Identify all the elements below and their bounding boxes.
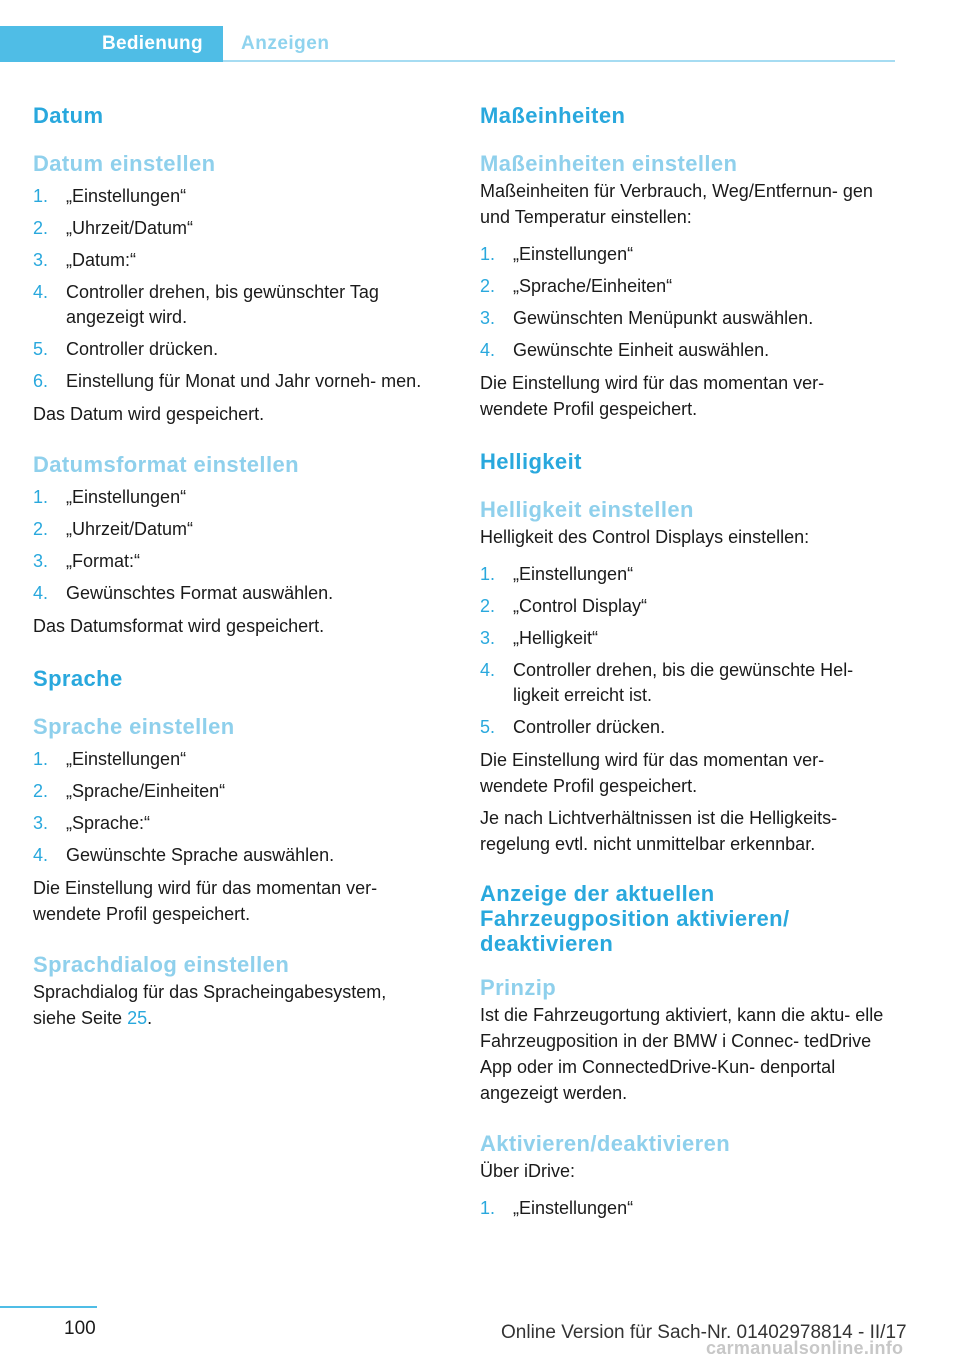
section-title-fahrzeugposition: Anzeige der aktuellen Fahrzeugposition aktivieren/ deaktivieren xyxy=(480,881,790,956)
list-item: 5. Controller drücken. xyxy=(33,339,219,359)
list-item: 1. „Einstellungen“ xyxy=(33,487,187,507)
text-prinzip: Ist die Fahrzeugortung aktiviert, kann die aktu‐ elle Fahrzeugposition in der BMW i Connec‐ tedDrive App oder im ConnectedDrive-Kun‐ denportal angezeigt werden. xyxy=(480,1005,884,1103)
section-title-sprache: Sprache xyxy=(33,666,123,691)
subsection-title-prinzip: Prinzip xyxy=(480,975,557,1000)
steps-helligkeit xyxy=(480,562,896,740)
page-link[interactable]: 25 xyxy=(127,1008,148,1028)
list-item: 1. „Einstellungen“ xyxy=(480,564,634,584)
note-masseinheiten: Die Einstellung wird für das momentan ver‐ wendete Profil gespeichert. xyxy=(480,373,825,419)
intro-masseinheiten: Maßeinheiten für Verbrauch, Weg/Entfernun‐ gen und Temperatur einstellen: xyxy=(480,181,873,227)
subsection-title-datumsformat: Datumsformat einstellen xyxy=(33,452,299,477)
subsection-title-aktivieren: Aktivieren/deaktivieren xyxy=(480,1131,731,1156)
list-item: 1. „Einstellungen“ xyxy=(33,749,187,769)
list-item: 1. „Einstellungen“ xyxy=(480,244,634,264)
list-item: 3. „Format:“ xyxy=(33,551,140,571)
list-item: 3. „Sprache:“ xyxy=(33,813,151,833)
steps-aktivieren xyxy=(480,1196,896,1221)
intro-helligkeit: Helligkeit des Control Displays einstellen: xyxy=(480,527,810,547)
list-item: 3. Gewünschten Menüpunkt auswählen. xyxy=(480,308,814,328)
steps-datumsformat xyxy=(33,485,433,606)
list-item: 4. Controller drehen, bis gewünschter Tag angezeigt wird. xyxy=(33,282,379,327)
subsection-title-datum-einstellen: Datum einstellen xyxy=(33,151,216,176)
list-item: 2. „Uhrzeit/Datum“ xyxy=(33,218,194,238)
steps-masseinheiten xyxy=(480,242,896,363)
list-item: 1. „Einstellungen“ xyxy=(33,186,187,206)
tab-anzeigen[interactable]: Anzeigen xyxy=(241,33,330,54)
list-item: 2. „Uhrzeit/Datum“ xyxy=(33,519,194,539)
subsection-title-helligkeit: Helligkeit einstellen xyxy=(480,497,694,522)
list-item: 3. „Datum:“ xyxy=(33,250,137,270)
list-item: 1. „Einstellungen“ xyxy=(480,1198,634,1218)
text-sprachdialog: Sprachdialog für das Spracheingabesystem, siehe Seite 25. xyxy=(33,982,387,1028)
online-version-text: Online Version für Sach-Nr. 01402978814 - II/17 xyxy=(501,1322,907,1343)
subsection-title-sprachdialog: Sprachdialog einstellen xyxy=(33,952,290,977)
list-item: 4. Gewünschte Einheit auswählen. xyxy=(480,340,770,360)
watermark: carmanualsonline.info xyxy=(706,1338,904,1358)
list-item: 2. „Control Display“ xyxy=(480,596,648,616)
subsection-title-masseinheiten: Maßeinheiten einstellen xyxy=(480,151,738,176)
section-title-masseinheiten: Maßeinheiten xyxy=(480,103,626,128)
list-item: 5. Controller drücken. xyxy=(480,717,666,737)
intro-aktivieren: Über iDrive: xyxy=(480,1161,576,1181)
footer-divider xyxy=(0,1306,97,1308)
section-title-datum: Datum xyxy=(33,103,104,128)
page-number: 100 xyxy=(64,1318,96,1339)
steps-sprache xyxy=(33,747,433,868)
note2-helligkeit: Je nach Lichtverhältnissen ist die Helligkeits‐ regelung evtl. nicht unmittelbar erkennbar. xyxy=(480,808,838,854)
list-item: 4. Gewünschte Sprache auswählen. xyxy=(33,845,335,865)
list-item: 6. Einstellung für Monat und Jahr vorneh‐ men. xyxy=(33,371,422,391)
header-divider xyxy=(223,60,895,62)
list-item: 3. „Helligkeit“ xyxy=(480,628,599,648)
list-item: 4. Controller drehen, bis die gewünschte Hel‐ ligkeit erreicht ist. xyxy=(480,660,854,705)
list-item: 2. „Sprache/Einheiten“ xyxy=(33,781,226,801)
right-column xyxy=(480,100,896,1228)
note-datum: Das Datum wird gespeichert. xyxy=(33,404,265,424)
tab-bedienung[interactable]: Bedienung xyxy=(0,26,223,62)
note-helligkeit: Die Einstellung wird für das momentan ver‐ wendete Profil gespeichert. xyxy=(480,750,825,796)
note-sprache: Die Einstellung wird für das momentan ver‐ wendete Profil gespeichert. xyxy=(33,878,378,924)
section-title-helligkeit: Helligkeit xyxy=(480,449,582,474)
list-item: 4. Gewünschtes Format auswählen. xyxy=(33,583,334,603)
left-column xyxy=(33,100,433,1031)
chapter-header xyxy=(0,26,895,62)
subsection-title-sprache-einstellen: Sprache einstellen xyxy=(33,714,235,739)
steps-datum-einstellen xyxy=(33,184,433,394)
list-item: 2. „Sprache/Einheiten“ xyxy=(480,276,673,296)
note-datumsformat: Das Datumsformat wird gespeichert. xyxy=(33,616,325,636)
